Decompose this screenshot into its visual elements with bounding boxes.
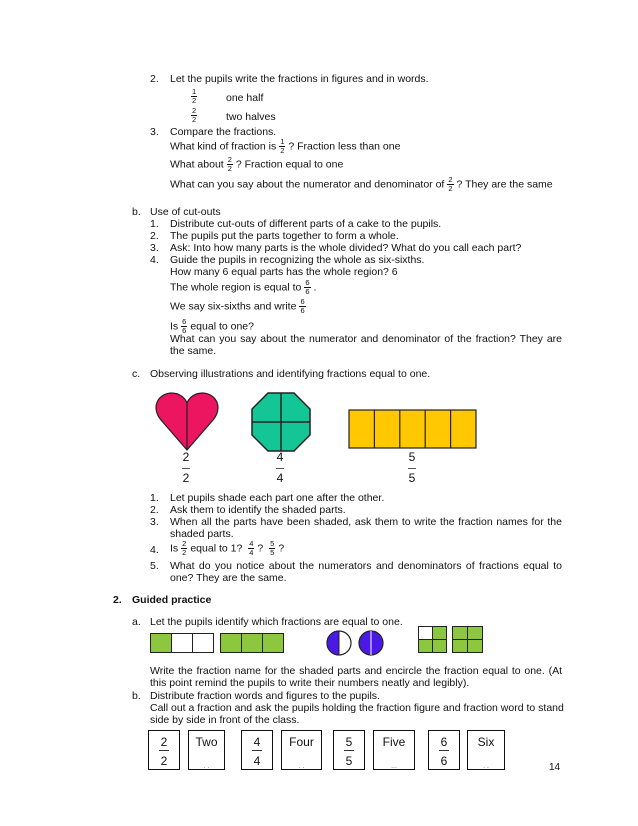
- section-a-text: Let the pupils identify which fractions are equal to one.: [150, 616, 403, 628]
- page-number: 14: [549, 762, 561, 773]
- section-a-letter: a.: [132, 616, 141, 628]
- list-item: Ask: Into how many parts is the whole divided? What do you call each part?: [170, 242, 522, 254]
- word-card: Five ...: [373, 730, 415, 770]
- octagon-shape: [250, 391, 312, 453]
- how-many-parts: How many 6 equal parts has the whole region? 6: [170, 266, 398, 278]
- word-one-half: one half: [226, 92, 264, 104]
- practice-figure-circles: [326, 629, 386, 657]
- list-item: Guide the pupils in recognizing the whole as six-sixths.: [170, 254, 425, 266]
- word-card: Six . .: [467, 730, 505, 770]
- section-c-letter: c.: [132, 368, 141, 380]
- call-out-instruction: Call out a fraction and ask the pupils holding the fraction figure and fraction word to stand side by side in front of the class.: [150, 702, 564, 726]
- fraction-two-halves: $\frac{2}{2}$: [192, 106, 197, 124]
- heart-shape: [155, 390, 219, 452]
- section-b-letter: b.: [132, 206, 141, 218]
- question-kind-of-fraction: What kind of fraction is $\frac{1}{2}$ ? Fraction less than one: [170, 137, 401, 155]
- is-equal-to-one: Is $\frac{6}{6}$ equal to one?: [170, 317, 254, 335]
- fraction-card: 6 6: [428, 730, 460, 770]
- list-item-number: 1.: [150, 492, 159, 504]
- list-item: Ask them to identify the shaded parts.: [170, 504, 346, 516]
- fraction-one-half: $\frac{1}{2}$: [192, 87, 197, 105]
- item-2-text: Let the pupils write the fractions in figures and in words.: [170, 73, 429, 85]
- section-c-title: Observing illustrations and identifying fractions equal to one.: [150, 368, 431, 380]
- word-two-halves: two halves: [226, 111, 276, 123]
- item-2-number: 2.: [150, 73, 159, 85]
- whole-region-equal: The whole region is equal to $\frac{6}{6}$ .: [170, 278, 317, 296]
- list-item: What do you notice about the numerators and denominators of fractions equal to one? They are the same.: [170, 560, 562, 584]
- fraction-card: 5 5: [333, 730, 365, 770]
- say-six-sixths: We say six-sixths and write $\frac{6}{6}$: [170, 297, 305, 315]
- section-b2-letter: b.: [132, 690, 141, 702]
- list-item-is-equal: Is $\frac{2}{2}$ equal to 1? $\frac{4}{4}$ ? $\frac{5}{5}$ ?: [170, 539, 285, 557]
- section-b2-text: Distribute fraction words and figures to the pupils.: [150, 690, 380, 702]
- fraction-label: 4 4: [276, 450, 284, 485]
- fraction-label: 2 2: [182, 450, 190, 485]
- list-item-number: 3.: [150, 242, 159, 254]
- list-item-number: 1.: [150, 218, 159, 230]
- list-item-number: 4.: [150, 544, 159, 556]
- fraction-card: 2 2: [148, 730, 180, 770]
- rectangle-five-parts: [348, 409, 477, 449]
- list-item-number: 3.: [150, 516, 159, 528]
- list-item: The pupils put the parts together to form a whole.: [170, 230, 399, 242]
- list-item-number: 2.: [150, 230, 159, 242]
- list-item-number: 4.: [150, 254, 159, 266]
- section-2-number: 2.: [113, 594, 122, 606]
- list-item: When all the parts have been shaded, ask them to write the fraction names for the shaded parts.: [170, 516, 562, 540]
- list-item: Let pupils shade each part one after the other.: [170, 492, 385, 504]
- fraction-label: 5 5: [408, 450, 416, 485]
- list-item-number: 5.: [150, 560, 159, 572]
- list-item: Distribute cut-outs of different parts of a cake to the pupils.: [170, 218, 442, 230]
- item-3-number: 3.: [150, 126, 159, 138]
- write-fraction-instruction: Write the fraction name for the shaded parts and encircle the fraction equal to one. (At this point remind the pupils to write their numbers neatly and legibly).: [150, 665, 562, 689]
- section-2-title: Guided practice: [132, 594, 212, 606]
- fraction-card: 4 4: [241, 730, 273, 770]
- word-card: Four . .: [281, 730, 322, 770]
- question-numerator-same: What can you say about the numerator and denominator of the fraction? They are the same.: [170, 333, 562, 357]
- question-numerator-denominator: What can you say about the numerator and denominator of $\frac{2}{2}$ ? They are the same: [170, 175, 553, 193]
- list-item-number: 2.: [150, 504, 159, 516]
- item-3-text: Compare the fractions.: [170, 126, 277, 138]
- question-what-about: What about $\frac{2}{2}$ ? Fraction equal to one: [170, 155, 344, 173]
- section-b-title: Use of cut-outs: [150, 206, 221, 218]
- word-card: Two . .: [188, 730, 225, 770]
